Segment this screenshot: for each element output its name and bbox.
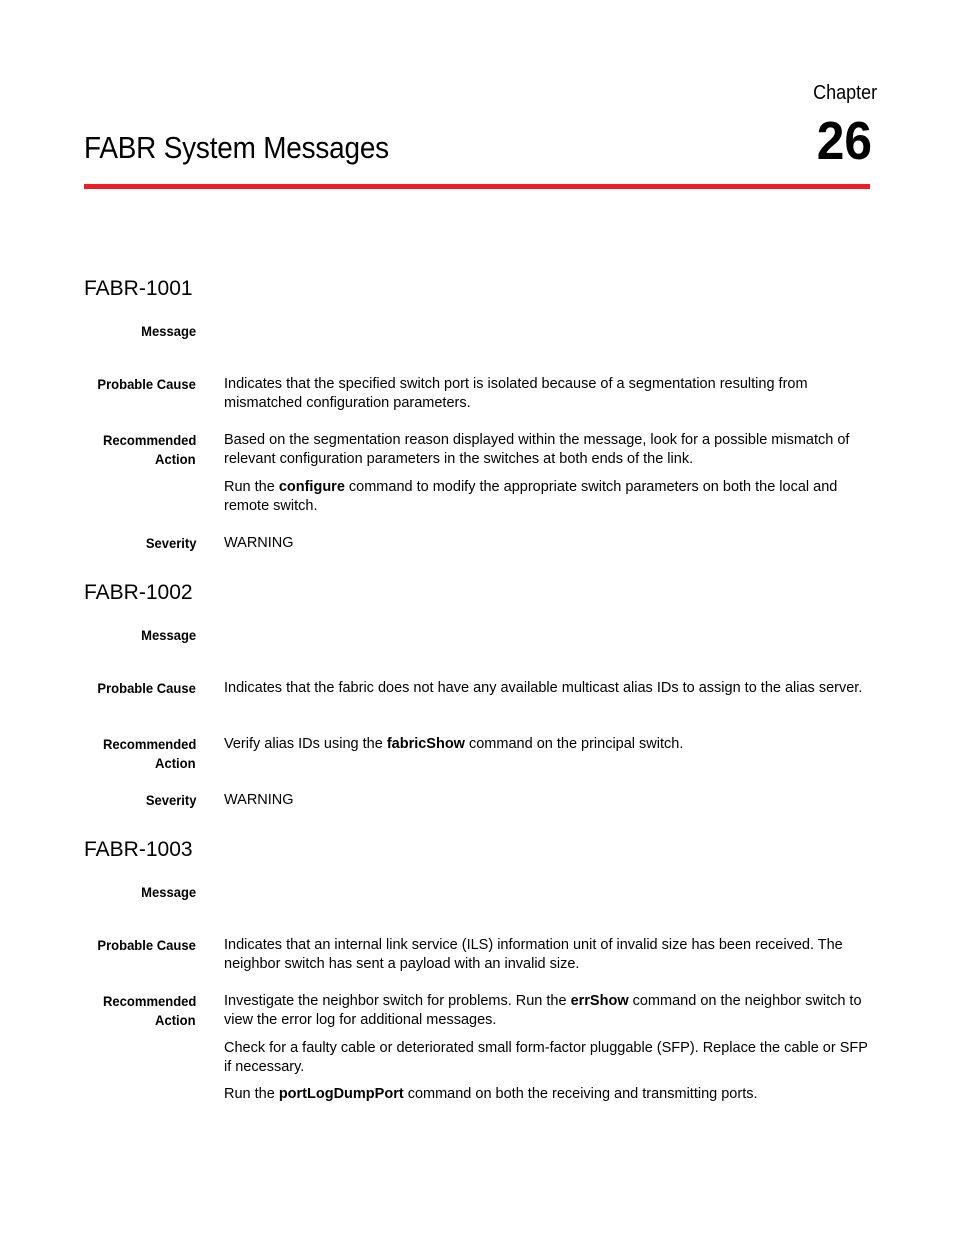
action-text-before: Investigate the neighbor switch for problems. Run the <box>224 993 571 1009</box>
action-label: Action <box>155 755 196 771</box>
action-text-before: Verify alias IDs using the <box>224 736 387 752</box>
probable-cause-text: Indicates that an internal link service (ILS) information unit of invalid size has been received. The neighbor switch has sent a payload with an invalid size. <box>224 937 843 972</box>
severity-value: WARNING <box>224 535 294 551</box>
recommended-action-text-3 <box>224 1085 874 1104</box>
section-heading-fabr-1001: FABR-1001 <box>84 277 193 300</box>
action-label: Action <box>155 1012 196 1028</box>
recommended-label: Recommended <box>102 993 196 1009</box>
severity-label: Severity <box>145 535 196 551</box>
severity-label: Severity <box>145 792 196 808</box>
probable-cause-label: Probable Cause <box>97 937 196 953</box>
page-title: FABR System Messages <box>84 130 389 165</box>
probable-cause-label: Probable Cause <box>97 680 196 696</box>
command-configure: configure <box>278 479 345 495</box>
chapter-number: 26 <box>816 111 872 171</box>
chapter-label: Chapter <box>812 82 877 104</box>
recommended-label: Recommended <box>102 432 196 448</box>
action-text-after: command on both the receiving and transmitting ports. <box>403 1086 758 1102</box>
command-fabricshow: fabricShow <box>386 736 465 752</box>
command-portlogdumpport: portLogDumpPort <box>278 1086 404 1102</box>
recommended-action-text: Based on the segmentation reason displayed within the message, look for a possible mismatch of relevant configuration parameters in the switches at both ends of the link. <box>224 432 850 467</box>
probable-cause-label: Probable Cause <box>97 376 196 392</box>
recommended-action-text-2 <box>224 478 874 515</box>
recommended-label: Recommended <box>102 736 196 752</box>
action-label: Action <box>155 451 196 467</box>
action-text-after: command on the principal switch. <box>464 736 684 752</box>
message-label: Message <box>140 323 196 339</box>
section-heading-fabr-1003: FABR-1003 <box>84 838 193 861</box>
action-text-before: Run the <box>224 479 279 495</box>
recommended-action-text <box>224 735 874 754</box>
action-text-after: command to modify the appropriate switch parameters on both the local and remote switch. <box>224 479 838 514</box>
title-rule <box>84 184 870 189</box>
probable-cause-text: Indicates that the specified switch port is isolated because of a segmentation resulting from mismatched configuration parameters. <box>224 376 808 411</box>
section-heading-fabr-1002: FABR-1002 <box>84 581 193 604</box>
action-text-before: Run the <box>224 1086 279 1102</box>
action-text-after: command on the neighbor switch to view the error log for additional messages. <box>224 993 862 1028</box>
command-errshow: errShow <box>570 993 629 1009</box>
severity-value: WARNING <box>224 792 294 808</box>
message-label: Message <box>140 627 196 643</box>
probable-cause-text: Indicates that the fabric does not have any available multicast alias IDs to assign to the alias server. <box>224 680 863 696</box>
message-label: Message <box>140 884 196 900</box>
recommended-action-text-2: Check for a faulty cable or deteriorated small form-factor pluggable (SFP). Replace the cable or SFP if necessary. <box>224 1040 868 1075</box>
recommended-action-text <box>224 992 874 1029</box>
